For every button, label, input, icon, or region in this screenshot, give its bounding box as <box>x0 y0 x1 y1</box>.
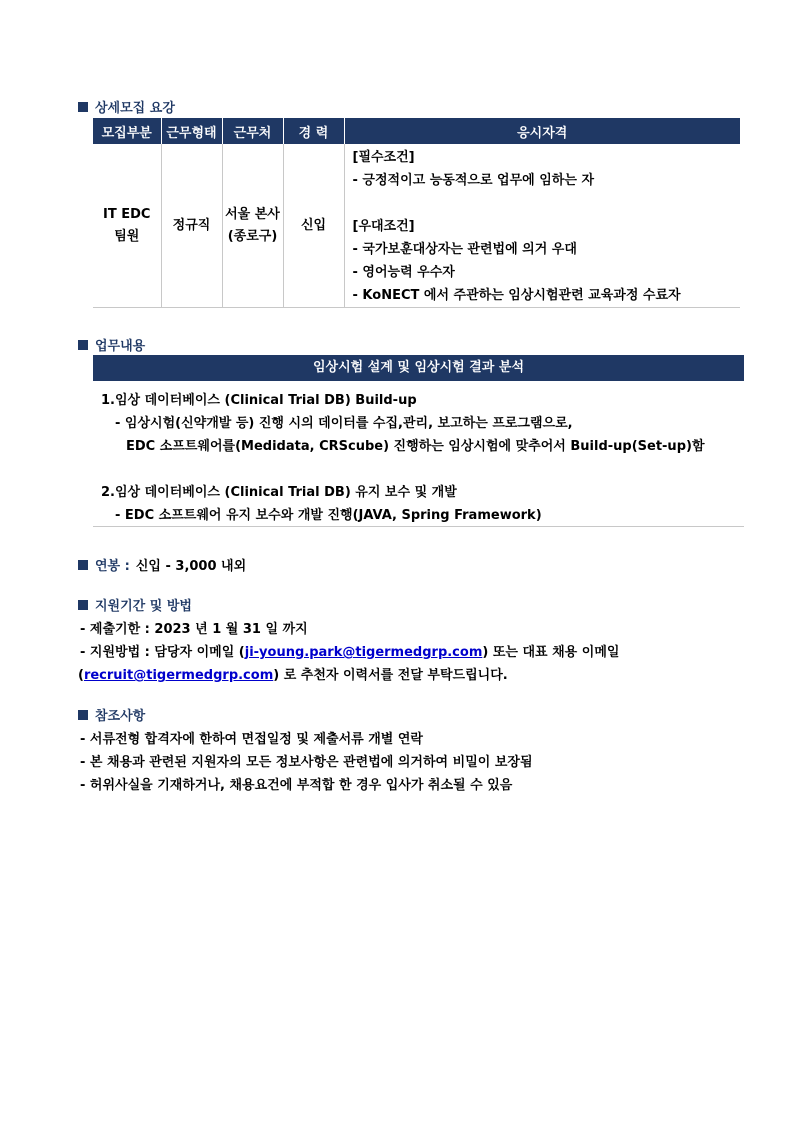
table-header-row <box>93 118 740 144</box>
qual-line: - 긍정적이고 능동적으로 업무에 임하는 자 <box>352 173 595 188</box>
duty-line: - 임상시험(신약개발 등) 진행 시의 데이터를 수집,관리, 보고하는 프로그램으로, <box>115 416 573 431</box>
apply-method-text: ) 로 추천자 이력서를 전달 부탁드립니다. <box>273 668 508 683</box>
section-title-text: 연봉 : <box>95 559 130 574</box>
qual-line: [필수조건] <box>352 150 415 165</box>
duty-line: 1.임상 데이터베이스 (Clinical Trial DB) Build-up <box>101 393 417 408</box>
apply-method-text: ) 또는 대표 채용 이메일 <box>482 645 620 660</box>
apply-method-text: - 지원방법 : 담당자 이메일 ( <box>80 645 245 660</box>
qual-line: [우대조건] <box>352 219 415 234</box>
header-type: 근무형태 <box>161 118 222 144</box>
qual-line: - KoNECT 에서 주관하는 임상시험관련 교육과정 수료자 <box>352 288 681 303</box>
header-qualification: 응시자격 <box>344 118 740 144</box>
apply-method-line-2 <box>78 664 508 683</box>
duty-line: EDC 소프트웨어를(Medidata, CRScube) 진행하는 임상시험에 맞추어서 Build-up(Set-up)함 <box>126 439 705 454</box>
qual-line <box>353 192 741 215</box>
section-title-text: 상세모집 요강 <box>95 101 175 116</box>
duty-line: 2.임상 데이터베이스 (Clinical Trial DB) 유지 보수 및 개발 <box>101 485 457 500</box>
location-line-2: (종로구) <box>227 228 278 244</box>
division-line-2: 팀원 <box>114 228 140 244</box>
recruit-email-link[interactable]: recruit@tigermedgrp.com <box>83 668 274 683</box>
division-line-1: IT EDC <box>103 206 151 222</box>
square-bullet-icon <box>78 340 88 350</box>
table-row <box>93 144 740 308</box>
recruitment-table <box>93 118 740 308</box>
note-line: - 본 채용과 관련된 지원자의 모든 정보사항은 관련법에 의거하여 비밀이 보장됨 <box>80 755 533 770</box>
cell-career: 신입 <box>283 144 344 308</box>
cell-qualification <box>344 144 740 308</box>
section-title-duties <box>78 335 145 354</box>
qual-line: - 영어능력 우수자 <box>352 265 455 280</box>
section-title-text: 참조사항 <box>95 709 146 724</box>
note-line: - 서류전형 합격자에 한하여 면접일정 및 제출서류 개별 연락 <box>80 732 423 747</box>
header-location: 근무처 <box>222 118 283 144</box>
section-title-apply <box>78 595 192 614</box>
square-bullet-icon <box>78 560 88 570</box>
cell-type: 정규직 <box>161 144 222 308</box>
cell-division <box>93 144 161 308</box>
square-bullet-icon <box>78 600 88 610</box>
section-title-notes <box>78 705 145 724</box>
header-division: 모집부분 <box>93 118 161 144</box>
contact-email-link[interactable]: ji-young.park@tigermedgrp.com <box>244 645 483 660</box>
section-title-salary <box>78 555 246 574</box>
divider <box>93 526 744 527</box>
apply-deadline: - 제출기한 : 2023 년 1 월 31 일 까지 <box>80 622 308 637</box>
apply-method-line-1 <box>80 641 619 660</box>
section-title-text: 업무내용 <box>95 339 146 354</box>
duty-line: - EDC 소프트웨어 유지 보수와 개발 진행(JAVA, Spring Framework) <box>115 508 542 523</box>
section-title-details <box>78 97 175 116</box>
qual-line: - 국가보훈대상자는 관련법에 의거 우대 <box>352 242 577 257</box>
header-career: 경 력 <box>283 118 344 144</box>
apply-method-text: ( <box>78 668 84 683</box>
location-line-1: 서울 본사 <box>225 206 280 222</box>
salary-value: 신입 - 3,000 내외 <box>135 559 247 574</box>
note-line: - 허위사실을 기재하거나, 채용요건에 부적합 한 경우 입사가 취소될 수 있음 <box>80 778 513 793</box>
section-title-text: 지원기간 및 방법 <box>95 599 192 614</box>
duties-header-bar: 임상시험 설계 및 임상시험 결과 분석 <box>93 355 744 381</box>
cell-location <box>222 144 283 308</box>
square-bullet-icon <box>78 102 88 112</box>
square-bullet-icon <box>78 710 88 720</box>
